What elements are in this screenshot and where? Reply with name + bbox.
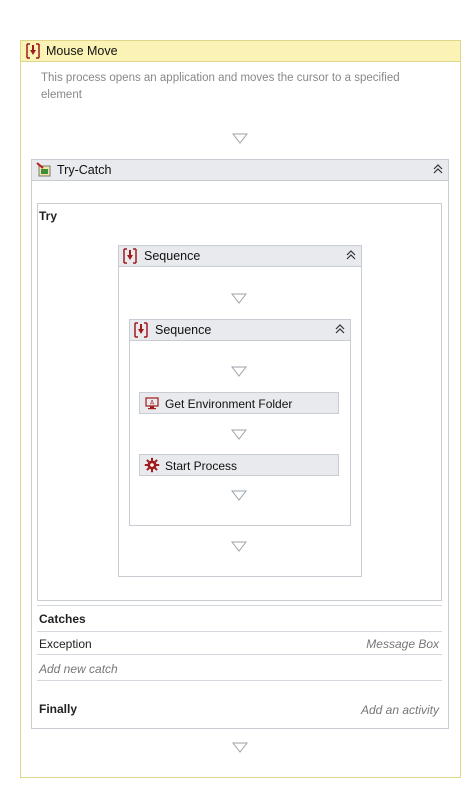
drop-point-arrow-icon[interactable]: [231, 366, 247, 380]
finally-drop-placeholder[interactable]: Add an activity: [360, 703, 439, 717]
monitor-icon: [144, 395, 160, 414]
catch-row-exception[interactable]: [37, 632, 442, 654]
mouse-move-header[interactable]: [20, 40, 461, 62]
sequence-inner-header[interactable]: [129, 319, 351, 341]
activity-label: Get Environment Folder: [165, 397, 293, 411]
mouse-move-title: Mouse Move: [46, 44, 118, 58]
collapse-icon[interactable]: [345, 249, 357, 264]
drop-point-arrow-icon[interactable]: [231, 490, 247, 504]
divider: [37, 654, 442, 655]
sequence-outer-title: Sequence: [144, 249, 201, 263]
divider: [37, 605, 442, 606]
sequence-icon: [25, 43, 41, 62]
finally-label: Finally: [39, 702, 78, 716]
catches-label: Catches: [39, 612, 86, 626]
sequence-icon: [133, 322, 149, 341]
gear-icon: [144, 457, 160, 476]
try-catch-title: Try-Catch: [57, 163, 112, 177]
exception-type-label: Exception: [39, 637, 92, 651]
add-new-catch-link[interactable]: Add new catch: [39, 662, 118, 676]
collapse-icon[interactable]: [334, 323, 346, 338]
start-process-activity[interactable]: [139, 454, 339, 476]
drop-point-arrow-icon[interactable]: [231, 293, 247, 307]
sequence-outer-header[interactable]: [118, 245, 362, 267]
activity-label: Start Process: [165, 459, 238, 473]
process-description: This process opens an application and moves the cursor to a specified element: [41, 72, 400, 101]
collapse-icon[interactable]: [432, 163, 444, 178]
sequence-icon: [122, 248, 138, 267]
sequence-inner-title: Sequence: [155, 323, 212, 337]
drop-point-arrow-icon[interactable]: [232, 742, 248, 756]
get-environment-folder-activity[interactable]: [139, 392, 339, 414]
svg-text:A: A: [149, 399, 155, 407]
drop-point-arrow-icon[interactable]: [232, 133, 248, 147]
try-catch-icon: [36, 162, 52, 181]
try-catch-header[interactable]: [31, 159, 449, 181]
try-label: Try: [39, 209, 58, 223]
exception-handler-label: Message Box: [366, 637, 439, 651]
divider: [37, 680, 442, 681]
drop-point-arrow-icon[interactable]: [231, 541, 247, 555]
drop-point-arrow-icon[interactable]: [231, 429, 247, 443]
